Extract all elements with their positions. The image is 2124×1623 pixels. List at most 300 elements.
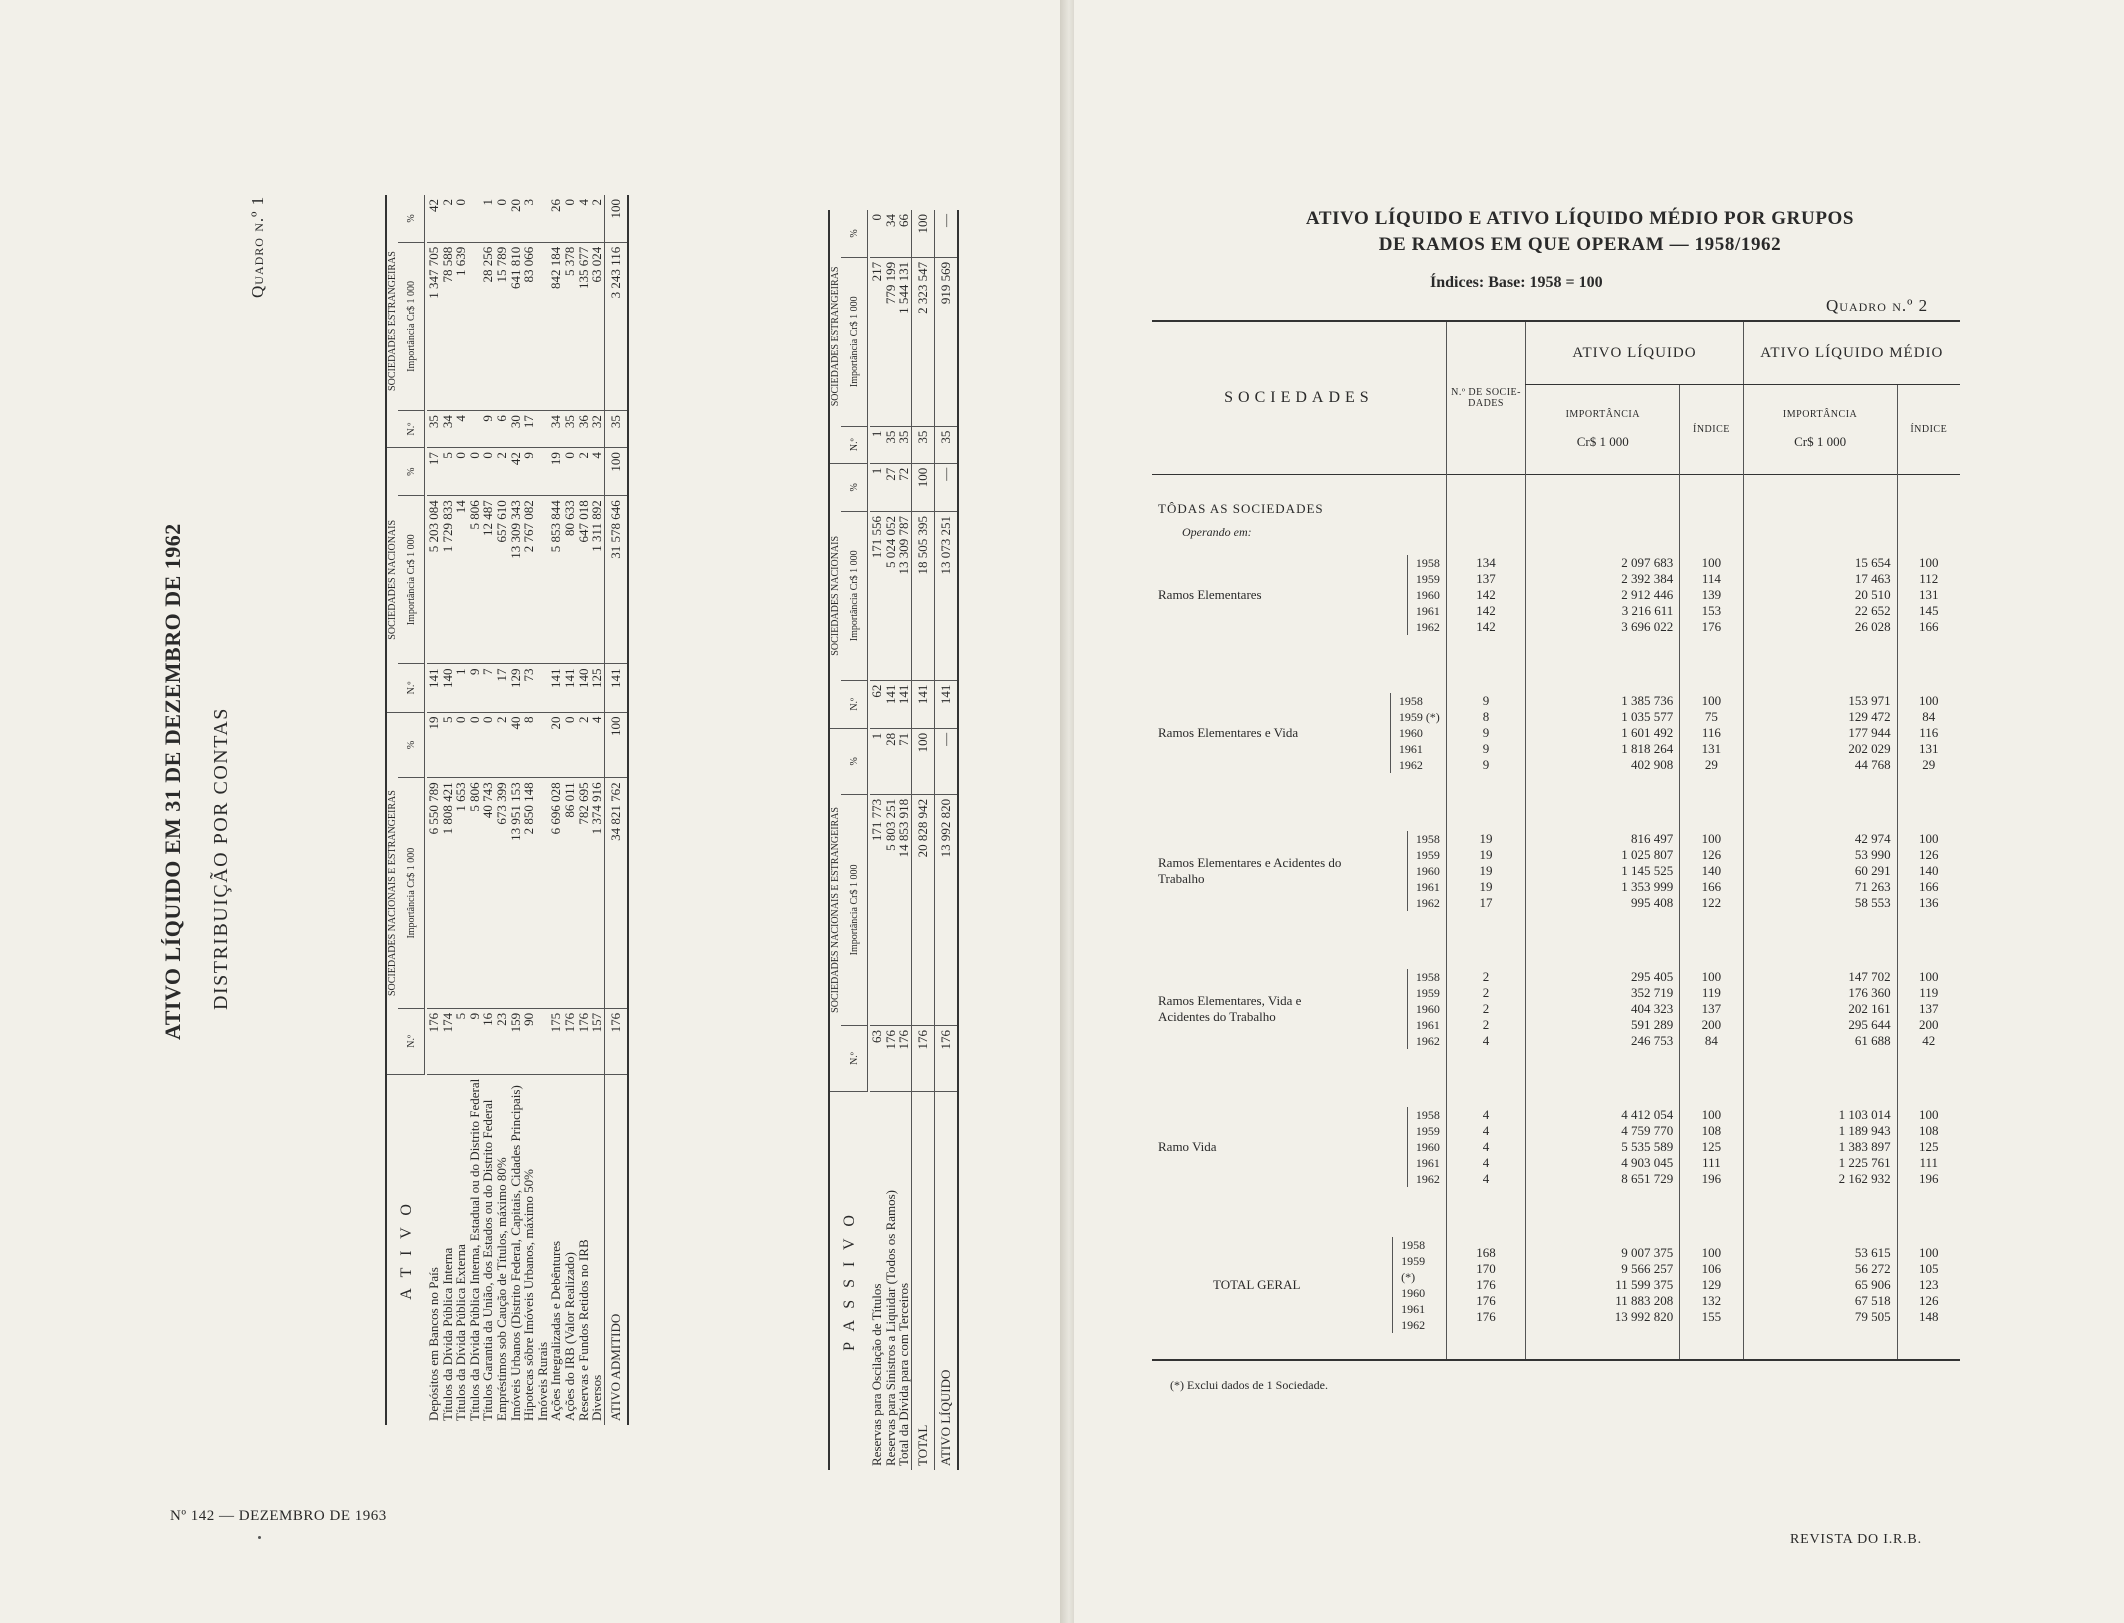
spacer-row [1152,919,1960,961]
header-importancia [1526,385,1680,475]
year-label: 1960 [1398,726,1423,740]
table-row [468,195,482,1425]
header-indice: ÍNDICE [1680,385,1743,475]
value-ind: 155 [1701,1309,1722,1324]
total-value: 2 323 547 [911,257,934,426]
table-row [522,195,536,1425]
row-value: 842 184 [549,242,563,410]
row-value: 34 [549,411,563,448]
value-imp-m: 129 472 [1848,709,1891,724]
left-title-block [160,500,233,1040]
value-imp: 1 385 736 [1621,693,1674,708]
row-value: 0 [454,195,468,242]
row-value: 157 [590,1008,604,1074]
value-imp: 2 097 683 [1621,555,1674,570]
right-quadro-label: Quadro n.º 2 [1826,296,1929,315]
value-cell [1526,1237,1680,1333]
value-ind: 132 [1701,1293,1722,1308]
row-value: 26 [549,195,563,242]
value-ind-m: 137 [1919,1001,1939,1016]
group-row [1152,547,1960,643]
value-cell [1446,961,1525,1057]
quadro-2-body [1152,475,1960,1361]
row-label: Reservas para Oscilação de Títulos [869,1283,884,1466]
row-value: 30 [509,411,523,448]
value-n: 19 [1479,863,1493,878]
value-ind: 122 [1701,895,1722,910]
row-value: 5 853 844 [549,496,563,664]
value-imp-m: 15 654 [1854,555,1891,570]
year-label: 1958 [1415,970,1440,984]
spacer-row [1152,1195,1960,1237]
year-label: 1958 [1415,556,1440,570]
row-value: 140 [441,664,455,712]
value-n: 2 [1482,985,1490,1000]
header-pct: % [841,463,868,511]
row-label: Empréstimos sob Caução de Títulos, máximo 80% [493,1157,509,1421]
row-value: 125 [590,664,604,712]
value-n: 8 [1482,709,1490,724]
row-value: 4 [590,448,604,496]
year-list [1407,831,1440,911]
total-value: 13 073 251 [934,511,958,680]
value-cell [1897,823,1960,919]
row-label: Títulos Garantia da União, dos Estados ou do Distrito Federal [480,1099,496,1421]
row-value: 2 [590,195,604,242]
value-n: 19 [1479,847,1493,862]
value-cell [1680,685,1743,781]
header-importancia-medio [1743,385,1897,475]
row-value [536,448,550,496]
value-imp: 816 497 [1630,831,1674,846]
row-value: 27 [884,463,898,511]
value-imp-m: 1 225 761 [1838,1155,1891,1170]
value-imp-m: 20 510 [1854,587,1891,602]
value-cell [1446,1237,1525,1333]
header-crs-label: Cr$ 1 000 [1576,434,1629,449]
year-label: 1958 [1398,694,1423,708]
row-value: 12 487 [481,496,495,664]
row-label: Reservas para Sinistros a Liquidar (Todos os Ramos) [882,1189,898,1466]
header-pct: % [398,448,425,496]
row-value: 217 [870,257,884,426]
year-label: 1958 [1415,832,1440,846]
footnote: (*) Exclui dados de 1 Sociedade. [1170,1378,1328,1392]
row-value: 176 [427,1008,441,1074]
value-ind-m: 166 [1919,879,1939,894]
value-cell [1897,547,1960,643]
header-n-sociedades: N.º DE SOCIE- DADES [1446,321,1525,475]
value-imp-m: 2 162 932 [1838,1171,1891,1186]
row-value: 5 [441,712,455,778]
total-value: — [934,728,958,794]
value-imp: 295 405 [1630,969,1674,984]
row-value: 90 [522,1008,536,1074]
value-ind: 100 [1701,969,1722,984]
right-page-footer: REVISTA DO I.R.B. [1790,1532,1922,1547]
year-label: 1959 [1415,1124,1440,1138]
total-value: — [934,210,958,257]
table-row [549,195,563,1425]
total-label: ATIVO ADMITIDO [604,1074,628,1425]
total-value: — [934,463,958,511]
row-value: 176 [884,1026,898,1092]
row-value: 42 [427,195,441,242]
row-value: 34 [441,411,455,448]
row-value: 0 [454,448,468,496]
total-value: 18 505 395 [911,511,934,680]
header-n: N.º [398,664,425,712]
row-value: 8 [522,712,536,778]
header-importancia-label: IMPORTÂNCIA [1565,409,1640,420]
value-ind-m: 29 [1922,757,1936,772]
row-value: 1 [870,728,884,794]
value-imp-m: 1 103 014 [1838,1107,1891,1122]
value-cell [1446,547,1525,643]
value-imp-m: 56 272 [1854,1261,1891,1276]
row-value: 0 [481,712,495,778]
value-n: 137 [1476,571,1496,586]
table-row [454,195,468,1425]
spacer-row [1152,1333,1960,1360]
group-row [1152,1237,1960,1333]
value-ind: 84 [1704,1033,1718,1048]
group-label: Ramos Elementares, Vida e Acidentes do Trabalho [1158,993,1302,1024]
value-imp: 591 289 [1630,1017,1674,1032]
right-title-line1: ATIVO LÍQUIDO E ATIVO LÍQUIDO MÉDIO POR GRUPOS [1305,208,1855,229]
row-value: 1 653 [454,778,468,1009]
row-label: Total da Dívida para com Terceiros [896,1282,912,1466]
row-value: 1 729 833 [441,496,455,664]
row-value: 140 [577,664,591,712]
row-value [536,664,550,712]
quadro-2-table [1152,320,1960,1361]
row-value: 2 767 082 [522,496,536,664]
value-cell [1897,685,1960,781]
header-n: N.º [841,1026,868,1092]
value-cell [1897,1099,1960,1195]
value-imp-m: 53 990 [1854,847,1891,862]
row-value: 1 [481,195,495,242]
row-value: 28 [884,728,898,794]
value-imp-m: 147 702 [1848,969,1891,984]
value-n: 142 [1476,619,1496,634]
header-indice-medio: ÍNDICE [1897,385,1960,475]
year-label: 1961 [1398,742,1423,756]
row-value: 0 [563,195,577,242]
total-row [934,210,958,1470]
value-cell [1526,1099,1680,1195]
year-list [1407,555,1440,635]
row-value: 78 588 [441,242,455,410]
row-value: 13 309 343 [509,496,523,664]
year-list [1407,969,1440,1049]
table-row [577,195,591,1425]
header-ativo-liquido-medio: ATIVO LÍQUIDO MÉDIO [1743,321,1960,385]
row-value: 5 806 [468,778,482,1009]
total-value: 176 [911,1026,934,1092]
row-value: 0 [481,448,495,496]
row-value: 35 [563,411,577,448]
row-value: 7 [481,664,495,712]
year-label: 1958 [1415,1108,1440,1122]
row-label: Depósitos em Bancos no País [426,1267,441,1421]
value-ind-m: 148 [1919,1309,1939,1324]
row-label: Imóveis Urbanos (Distrito Federal, Capitais, Cidades Principais) [507,1085,523,1421]
left-subtitle: DISTRIBUIÇÃO POR CONTAS [210,707,232,1010]
year-label: 1960 [1415,864,1440,878]
row-value: 0 [454,712,468,778]
value-ind: 140 [1701,863,1722,878]
value-imp-m: 1 383 897 [1838,1139,1891,1154]
value-ind-m: 131 [1919,741,1939,756]
value-ind: 176 [1701,619,1722,634]
group-cell [1152,961,1446,1057]
value-imp: 2 392 384 [1621,571,1674,586]
row-value: 5 203 084 [427,496,441,664]
table-row [441,195,455,1425]
row-value: 5 [454,1008,468,1074]
row-value: 40 743 [481,778,495,1009]
header-group-est: SOCIEDADES ESTRANGEIRAS [829,210,841,463]
row-value: 2 [441,195,455,242]
total-row [911,210,934,1470]
row-value: 80 633 [563,496,577,664]
value-cell [1743,685,1897,781]
value-n: 9 [1482,741,1490,756]
table-row [897,210,911,1470]
year-label: 1960 [1415,1002,1440,1016]
value-imp: 4 412 054 [1621,1107,1674,1122]
value-imp: 1 035 577 [1621,709,1674,724]
value-ind: 126 [1701,847,1722,862]
value-ind-m: 100 [1919,693,1939,708]
year-label: 1961 [1401,1302,1426,1316]
spacer-row [1152,643,1960,685]
table-row [563,195,577,1425]
row-value: 1 [454,664,468,712]
value-imp: 995 408 [1630,895,1674,910]
group-label: Ramo Vida [1158,1139,1217,1154]
value-n: 168 [1476,1245,1496,1260]
table-row [884,210,898,1470]
value-imp: 1 601 492 [1621,725,1674,740]
value-ind: 108 [1701,1123,1722,1138]
value-ind-m: 126 [1919,1293,1939,1308]
value-cell [1526,547,1680,643]
total-value: 35 [604,411,628,448]
row-value: 176 [897,1026,911,1092]
value-imp: 1 025 807 [1621,847,1674,862]
value-cell [1446,823,1525,919]
total-label: ATIVO LÍQUIDO [934,1092,958,1471]
spacer-row [1152,1057,1960,1099]
row-value: 16 [481,1008,495,1074]
value-imp: 3 216 611 [1621,603,1674,618]
header-crs-label: Cr$ 1 000 [1794,434,1847,449]
total-value: 31 578 646 [604,496,628,664]
row-value: 6 696 028 [549,778,563,1009]
value-ind: 119 [1701,985,1721,1000]
value-imp-m: 71 263 [1854,879,1891,894]
table-row [481,195,495,1425]
value-imp: 4 903 045 [1621,1155,1674,1170]
value-imp-m: 79 505 [1854,1309,1891,1324]
passivo-section-header: P A S S I V O [841,1211,858,1351]
row-value [536,242,550,410]
group-cell [1152,547,1446,643]
header-pct: % [398,712,425,778]
table-row [495,195,509,1425]
value-imp: 4 759 770 [1621,1123,1674,1138]
header-ativo-liquido: ATIVO LÍQUIDO [1526,321,1743,385]
row-value: 1 808 421 [441,778,455,1009]
row-value: 141 [897,680,911,728]
header-imp: Importância Cr$ 1 000 [841,257,868,426]
value-ind-m: 100 [1919,555,1939,570]
value-ind: 100 [1701,831,1722,846]
value-ind-m: 196 [1919,1171,1939,1186]
row-value: 32 [590,411,604,448]
value-cell [1680,1099,1743,1195]
group-row [1152,685,1960,781]
total-value: 13 992 820 [934,794,958,1025]
value-imp: 1 353 999 [1621,879,1674,894]
year-label: 1962 [1398,758,1423,772]
row-value: 2 [495,448,509,496]
value-imp: 402 908 [1630,757,1674,772]
total-value: 919 569 [934,257,958,426]
group-cell [1152,685,1446,781]
value-cell [1743,547,1897,643]
year-label: 1961 [1415,1018,1440,1032]
row-value: 36 [577,411,591,448]
value-ind-m: 119 [1919,985,1939,1000]
value-n: 2 [1482,1017,1490,1032]
value-cell [1680,961,1743,1057]
total-value: 35 [911,426,934,463]
header-pct: % [841,728,868,794]
row-value: 1 [870,426,884,463]
row-value: 9 [468,1008,482,1074]
value-ind: 100 [1701,693,1722,708]
value-ind-m: 105 [1919,1261,1939,1276]
row-label: Reservas e Fundos Retidos no IRB [575,1239,591,1421]
value-ind-m: 136 [1919,895,1939,910]
year-label: 1961 [1415,604,1440,618]
header-imp: Importância Cr$ 1 000 [398,496,425,664]
row-value: 13 951 153 [509,778,523,1009]
year-label: 1962 [1415,620,1440,634]
value-n: 19 [1479,879,1493,894]
value-n: 170 [1476,1261,1496,1276]
header-n: N.º [841,680,868,728]
year-label: 1961 [1415,880,1440,894]
header-pct: % [841,210,868,257]
row-value: 135 677 [577,242,591,410]
row-value: 171 773 [870,794,884,1025]
year-label: 1962 [1415,1172,1440,1186]
value-ind-m: 84 [1922,709,1936,724]
row-value: 66 [897,210,911,257]
row-value: 2 850 148 [522,778,536,1009]
row-value: 641 810 [509,242,523,410]
right-subtitle: Índices: Base: 1958 = 100 [1430,274,1603,291]
group-row [1152,823,1960,919]
row-value: 9 [468,664,482,712]
total-value: 100 [604,712,628,778]
table-row [427,195,441,1425]
right-title [1240,206,1920,258]
year-label: 1960 [1401,1286,1426,1300]
group-cell [1152,823,1446,919]
row-value: 159 [509,1008,523,1074]
value-imp-m: 176 360 [1848,985,1891,1000]
year-label: 1962 [1401,1318,1426,1332]
value-ind-m: 200 [1919,1017,1939,1032]
year-label: 1961 [1415,1156,1440,1170]
header-sociedades: SOCIEDADES [1224,389,1374,406]
value-ind-m: 145 [1919,603,1939,618]
value-imp-m: 53 615 [1854,1245,1891,1260]
year-label: 1962 [1415,1034,1440,1048]
total-value: 100 [604,448,628,496]
value-ind-m: 100 [1919,1107,1939,1122]
total-value: 176 [604,1008,628,1074]
value-ind: 139 [1701,587,1722,602]
value-n: 4 [1482,1123,1490,1138]
row-value [468,195,482,242]
row-value: 14 [454,496,468,664]
table-row [509,195,523,1425]
row-value: 6 [495,411,509,448]
year-label: 1959 (*) [1401,1254,1426,1284]
row-value: 647 018 [577,496,591,664]
value-imp: 2 912 446 [1621,587,1674,602]
row-value [536,195,550,242]
header-n: N.º [398,1008,425,1074]
row-value: 17 [522,411,536,448]
row-value: 657 610 [495,496,509,664]
todas-sociedades-label: TÔDAS AS SOCIEDADES [1158,501,1324,516]
value-ind-m: 166 [1919,619,1939,634]
value-n: 2 [1482,969,1490,984]
row-value: 5 806 [468,496,482,664]
value-imp-m: 44 768 [1854,757,1891,772]
row-label: Títulos da Dívida Pública Interna [439,1247,455,1421]
value-ind-m: 100 [1919,1245,1939,1260]
row-value: 9 [481,411,495,448]
value-imp-m: 60 291 [1854,863,1891,878]
value-imp: 8 651 729 [1621,1171,1674,1186]
value-ind-m: 131 [1919,587,1939,602]
row-value: 9 [522,448,536,496]
value-ind-m: 125 [1919,1139,1939,1154]
value-ind: 75 [1704,709,1718,724]
table-row [536,195,550,1425]
year-list [1407,1107,1440,1187]
total-value: 141 [604,664,628,712]
value-ind-m: 42 [1922,1033,1936,1048]
ativo-body [427,195,628,1425]
year-label: 1959 [1415,572,1440,586]
row-label: Imóveis Rurais [534,1341,550,1421]
value-ind-m: 108 [1919,1123,1939,1138]
value-n: 176 [1476,1277,1496,1292]
value-ind: 100 [1701,555,1722,570]
row-value: 63 [870,1026,884,1092]
value-imp: 352 719 [1630,985,1674,1000]
